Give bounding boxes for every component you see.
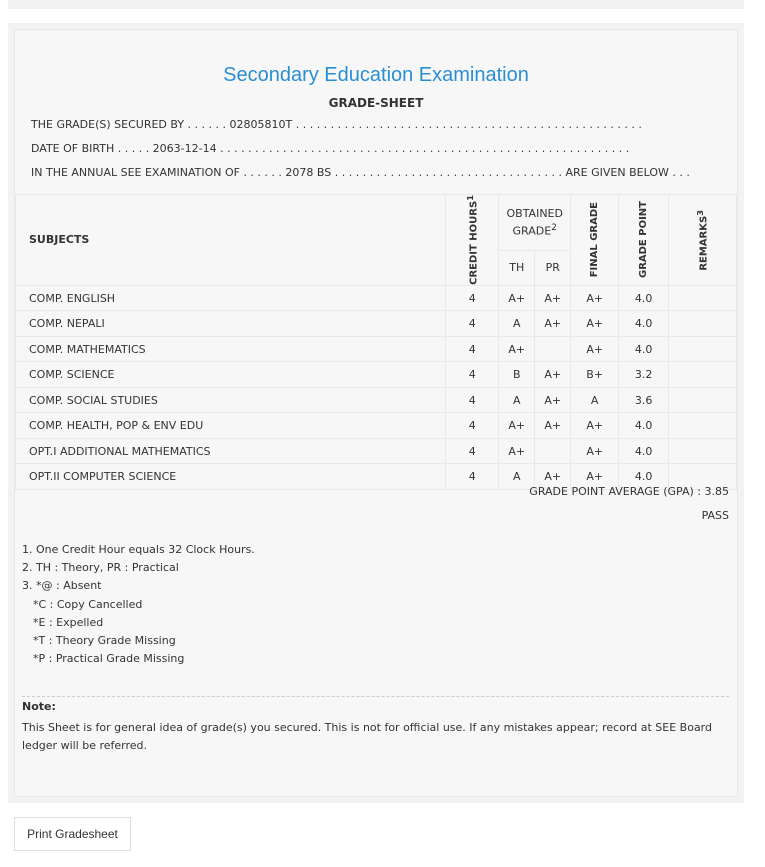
th-cell: A (499, 387, 535, 413)
footnote-3-e: *E : Expelled (33, 615, 104, 629)
footnote-3-t: *T : Theory Grade Missing (33, 634, 176, 648)
th-cell: A (499, 311, 535, 337)
top-panel-edge (8, 0, 744, 9)
credit-cell: 4 (446, 464, 499, 490)
subject-cell: OPT.II COMPUTER SCIENCE (16, 464, 446, 490)
pr-cell (535, 438, 571, 464)
gp-cell: 4.0 (619, 464, 669, 490)
subject-cell: OPT.I ADDITIONAL MATHEMATICS (16, 438, 446, 464)
pr-cell: A+ (535, 413, 571, 439)
final-cell: A+ (571, 285, 619, 311)
remarks-cell (669, 285, 737, 311)
gradesheet-panel (8, 23, 744, 803)
footnote-3-p: *P : Practical Grade Missing (33, 652, 185, 666)
gpa-summary: GRADE POINT AVERAGE (GPA) : 3.85 (529, 485, 729, 498)
final-cell: A+ (571, 311, 619, 337)
subjects-header: SUBJECTS (16, 195, 446, 286)
divider (22, 696, 729, 697)
credit-cell: 4 (446, 362, 499, 388)
print-gradesheet-button[interactable]: Print Gradesheet (14, 817, 131, 851)
table-row (16, 311, 737, 337)
remarks-cell (669, 362, 737, 388)
final-cell: A+ (571, 438, 619, 464)
pr-cell: A+ (535, 362, 571, 388)
gp-cell: 3.2 (619, 362, 669, 388)
remarks-cell (669, 311, 737, 337)
subject-cell: COMP. NEPALI (16, 311, 446, 337)
result-status: PASS (701, 509, 729, 522)
note-title: Note: (22, 700, 56, 713)
th-cell: A+ (499, 285, 535, 311)
subject-cell: COMP. SCIENCE (16, 362, 446, 388)
credit-cell: 4 (446, 311, 499, 337)
credit-cell: 4 (446, 387, 499, 413)
th-cell: A (499, 464, 535, 490)
remarks-cell (669, 336, 737, 362)
th-header: TH (499, 250, 535, 285)
table-row (16, 336, 737, 362)
pr-cell (535, 336, 571, 362)
subject-cell: COMP. SOCIAL STUDIES (16, 387, 446, 413)
exam-title: Secondary Education Examination (223, 64, 529, 86)
gp-cell: 4.0 (619, 285, 669, 311)
gp-cell: 4.0 (619, 311, 669, 337)
secured-by-line: THE GRADE(S) SECURED BY . . . . . . 02805810T . . . . . . . . . . . . . . . . . . . . . . . . . . . . . . . . . . . . . . . . . . . . . . . . . . (31, 118, 642, 131)
gradesheet-content (14, 29, 738, 797)
table-row (16, 362, 737, 388)
grade-point-header: GRADE POINT (619, 195, 669, 286)
obtained-grade-header: OBTAINED GRADE$^2$ (499, 195, 571, 251)
th-cell: A+ (499, 438, 535, 464)
pr-cell: A+ (535, 387, 571, 413)
gp-cell: 4.0 (619, 413, 669, 439)
gp-cell: 3.6 (619, 387, 669, 413)
credit-cell: 4 (446, 336, 499, 362)
credit-hours-header: CREDIT HOURS$^1$ (446, 195, 499, 286)
dob-line: DATE OF BIRTH . . . . . 2063-12-14 . . . . . . . . . . . . . . . . . . . . . . . . . . . . . . . . . . . . . . . . . . . . . . . . . . . . . . . . . . . (31, 142, 630, 155)
remarks-cell (669, 438, 737, 464)
footnote-2: 2. TH : Theory, PR : Practical (22, 561, 179, 575)
table-row (16, 438, 737, 464)
pr-cell: A+ (535, 285, 571, 311)
gp-cell: 4.0 (619, 336, 669, 362)
pr-cell: A+ (535, 311, 571, 337)
table-row (16, 387, 737, 413)
final-grade-header: FINAL GRADE (571, 195, 619, 286)
subject-cell: COMP. HEALTH, POP & ENV EDU (16, 413, 446, 439)
exam-line: IN THE ANNUAL SEE EXAMINATION OF . . . . . . 2078 BS . . . . . . . . . . . . . . . . . . . . . . . . . . . . . . . . . ARE GIVEN BELOW . . . (31, 166, 690, 179)
th-cell: A+ (499, 413, 535, 439)
credit-cell: 4 (446, 285, 499, 311)
note-text: This Sheet is for general idea of grade(s) you secured. This is not for official use. If any mistakes appear; record at SEE Board ledger will be referred. (22, 721, 712, 752)
remarks-header: REMARKS$^3$ (669, 195, 737, 286)
table-row (16, 413, 737, 439)
table-row (16, 285, 737, 311)
final-cell: A+ (571, 413, 619, 439)
credit-cell: 4 (446, 413, 499, 439)
footnote-3: 3. *@ : Absent (22, 579, 102, 593)
gp-cell: 4.0 (619, 438, 669, 464)
credit-cell: 4 (446, 438, 499, 464)
final-cell: A+ (571, 464, 619, 490)
footnote-3-c: *C : Copy Cancelled (33, 597, 143, 611)
remarks-cell (669, 413, 737, 439)
footnotes (22, 541, 255, 668)
grades-table (15, 194, 737, 490)
pr-header: PR (535, 250, 571, 285)
th-cell: B (499, 362, 535, 388)
footnote-1: 1. One Credit Hour equals 32 Clock Hours. (22, 543, 255, 556)
th-cell: A+ (499, 336, 535, 362)
final-cell: A+ (571, 336, 619, 362)
subject-cell: COMP. MATHEMATICS (16, 336, 446, 362)
pr-cell: A+ (535, 464, 571, 490)
final-cell: A (571, 387, 619, 413)
final-cell: B+ (571, 362, 619, 388)
subject-cell: COMP. ENGLISH (16, 285, 446, 311)
remarks-cell (669, 387, 737, 413)
sheet-title: GRADE-SHEET (328, 96, 424, 110)
